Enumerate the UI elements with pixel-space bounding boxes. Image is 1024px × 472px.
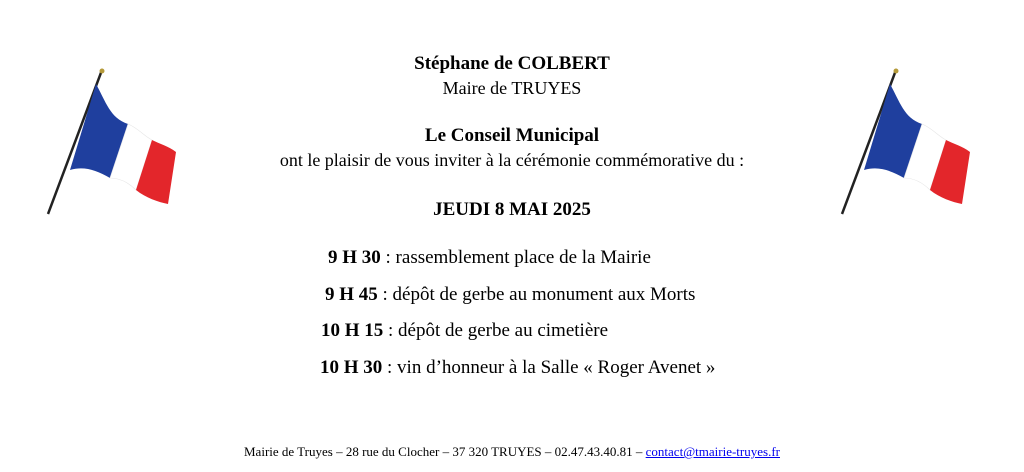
- mayor-name: Stéphane de COLBERT: [414, 53, 610, 74]
- footer: [0, 444, 1024, 460]
- invitation-text: ont le plaisir de vous inviter à la cérémonie commémorative du :: [279, 150, 745, 170]
- schedule-item: [321, 320, 608, 342]
- council-heading: Le Conseil Municipal: [424, 125, 600, 146]
- schedule-item: [328, 247, 651, 269]
- mayor-title: Maire de TRUYES: [442, 78, 582, 98]
- schedule-description: : rassemblement place de la Mairie: [380, 247, 651, 268]
- schedule-description: : dépôt de gerbe au cimetière: [383, 320, 609, 341]
- footer-email-link[interactable]: contact@tmairie-truyes.fr: [645, 444, 780, 459]
- schedule-time: 10 H 30: [320, 357, 383, 378]
- schedule-time: 9 H 45: [325, 284, 378, 305]
- schedule-time: 9 H 30: [328, 247, 381, 268]
- footer-address: Mairie de Truyes – 28 rue du Clocher – 37 320 TRUYES – 02.47.43.40.81 –: [244, 444, 646, 459]
- schedule-description: : dépôt de gerbe au monument aux Morts: [377, 284, 696, 305]
- schedule-description: : vin d’honneur à la Salle « Roger Avenet »: [382, 357, 716, 378]
- event-date: JEUDI 8 MAI 2025: [433, 199, 591, 220]
- schedule-item: [325, 284, 695, 306]
- schedule-item: [320, 357, 715, 379]
- schedule-time: 10 H 15: [321, 320, 384, 341]
